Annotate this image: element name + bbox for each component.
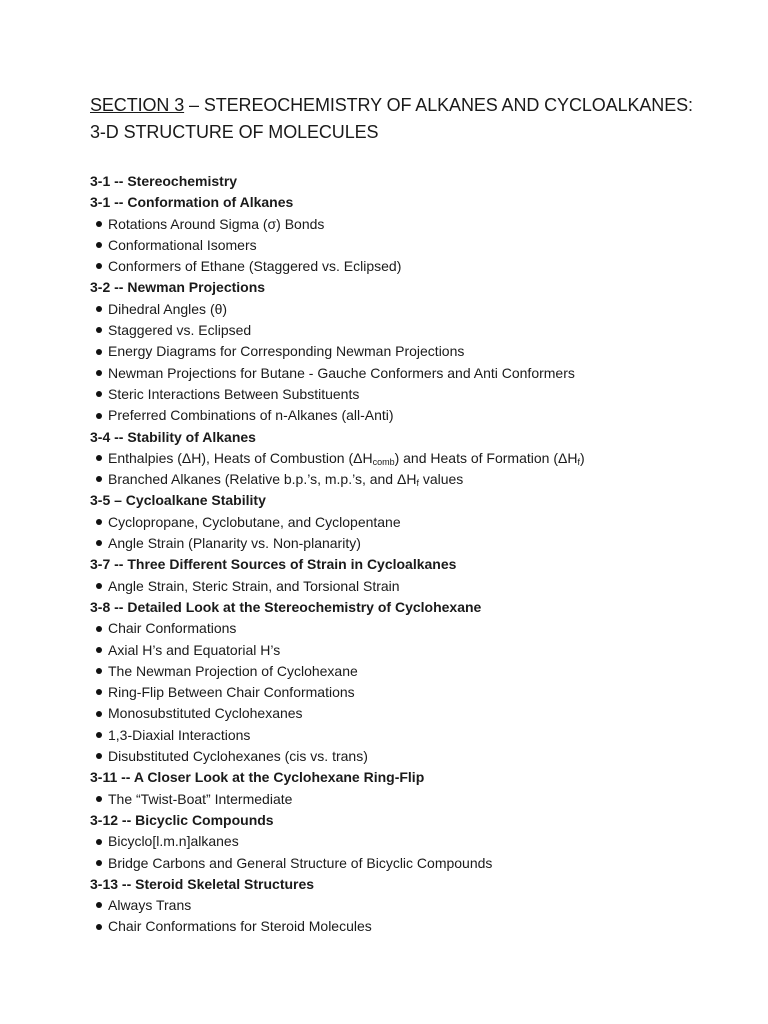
item-text: Axial H’s and Equatorial H’s	[108, 641, 281, 658]
bullet-item	[90, 235, 740, 256]
bullet-icon	[96, 370, 102, 376]
bullet-icon	[96, 668, 102, 674]
item-text: Ring-Flip Between Chair Conformations	[108, 684, 355, 701]
subscript-text: f	[416, 478, 419, 489]
bullet-icon	[96, 647, 102, 653]
bullet-item	[90, 703, 740, 724]
bullet-item	[90, 405, 740, 426]
item-text: Angle Strain, Steric Strain, and Torsional Strain	[108, 577, 400, 594]
item-text: Steric Interactions Between Substituents	[108, 385, 360, 402]
bullet-item	[90, 256, 740, 277]
bullet-item	[90, 320, 740, 341]
bullet-item	[90, 299, 740, 320]
document-title	[90, 92, 740, 146]
bullet-icon	[96, 689, 102, 695]
bullet-item	[90, 384, 740, 405]
bullet-item	[90, 895, 740, 916]
section-heading: 3-1 -- Conformation of Alkanes	[90, 194, 294, 211]
bullet-icon	[96, 583, 102, 589]
item-text: Conformers of Ethane (Staggered vs. Eclipsed)	[108, 258, 402, 275]
bullet-item	[90, 789, 740, 810]
bullet-item	[90, 916, 740, 937]
subscript-text: f	[577, 456, 580, 467]
section-heading: 3-5 – Cycloalkane Stability	[90, 492, 266, 509]
bullet-item	[90, 512, 740, 533]
bullet-item	[90, 640, 740, 661]
bullet-icon	[96, 455, 102, 461]
item-text: Newman Projections for Butane - Gauche Conformers and Anti Conformers	[108, 364, 575, 381]
bullet-icon	[96, 924, 102, 930]
bullet-icon	[96, 732, 102, 738]
bullet-item	[90, 448, 740, 469]
bullet-icon	[96, 626, 102, 632]
bullet-item	[90, 661, 740, 682]
item-text: ) and Heats of Formation (ΔH	[394, 449, 578, 466]
item-text: Chair Conformations for Steroid Molecules	[108, 918, 372, 935]
item-text: The “Twist-Boat” Intermediate	[108, 790, 293, 807]
bullet-item	[90, 682, 740, 703]
bullet-item	[90, 831, 740, 852]
section-heading: 3-13 -- Steroid Skeletal Structures	[90, 875, 315, 892]
bullet-item	[90, 725, 740, 746]
item-text: Staggered vs. Eclipsed	[108, 322, 252, 339]
bullet-icon	[96, 327, 102, 333]
bullet-item	[90, 341, 740, 362]
bullet-icon	[96, 221, 102, 227]
item-text: Preferred Combinations of n-Alkanes (all-Anti)	[108, 407, 394, 424]
item-text: Chair Conformations	[108, 620, 237, 637]
bullet-icon	[96, 902, 102, 908]
document-page	[90, 92, 740, 938]
bullet-icon	[96, 391, 102, 397]
item-text: Energy Diagrams for Corresponding Newman Projections	[108, 343, 465, 360]
section-heading: 3-4 -- Stability of Alkanes	[90, 428, 256, 445]
bullet-icon	[96, 413, 102, 419]
bullet-icon	[96, 796, 102, 802]
bullet-icon	[96, 263, 102, 269]
section-label: SECTION 3	[90, 95, 185, 115]
item-text: Angle Strain (Planarity vs. Non-planarity)	[108, 535, 361, 552]
bullet-item	[90, 363, 740, 384]
bullet-icon	[96, 349, 102, 355]
topic-outline	[90, 171, 740, 938]
section-heading: 3-12 -- Bicyclic Compounds	[90, 811, 274, 828]
title-line-1: – STEREOCHEMISTRY OF ALKANES AND CYCLOALKANES:	[184, 95, 693, 115]
item-text: Dihedral Angles (θ)	[108, 300, 228, 317]
subscript-text: comb	[372, 456, 395, 467]
section-heading: 3-1 -- Stereochemistry	[90, 173, 238, 189]
bullet-item	[90, 214, 740, 235]
item-text: values	[418, 471, 464, 488]
bullet-item	[90, 576, 740, 597]
item-text: Disubstituted Cyclohexanes (cis vs. trans)	[108, 748, 368, 765]
item-text: Always Trans	[108, 897, 192, 914]
item-text: 1,3-Diaxial Interactions	[108, 726, 251, 743]
section-heading: 3-2 -- Newman Projections	[90, 279, 266, 296]
item-text: Rotations Around Sigma (σ) Bonds	[108, 215, 325, 232]
item-text: )	[579, 449, 585, 466]
bullet-item	[90, 853, 740, 874]
item-text: Monosubstituted Cyclohexanes	[108, 705, 303, 722]
bullet-icon	[96, 753, 102, 759]
bullet-item	[90, 618, 740, 639]
section-heading: 3-7 -- Three Different Sources of Strain in Cycloalkanes	[90, 556, 457, 573]
item-text: Bicyclo[l.m.n]alkanes	[108, 833, 239, 850]
item-text: Branched Alkanes (Relative b.p.’s, m.p.’s, and ΔH	[108, 471, 417, 488]
item-text: Bridge Carbons and General Structure of Bicyclic Compounds	[108, 854, 493, 871]
bullet-icon	[96, 242, 102, 248]
item-text: Enthalpies (ΔH), Heats of Combustion (ΔH	[108, 449, 373, 466]
item-text: Cyclopropane, Cyclobutane, and Cyclopentane	[108, 513, 401, 530]
bullet-icon	[96, 519, 102, 525]
bullet-item	[90, 469, 740, 490]
title-line-2: 3-D STRUCTURE OF MOLECULES	[90, 122, 379, 142]
bullet-icon	[96, 540, 102, 546]
bullet-icon	[96, 839, 102, 845]
item-text: The Newman Projection of Cyclohexane	[108, 662, 358, 679]
item-text: Conformational Isomers	[108, 236, 257, 253]
bullet-icon	[96, 476, 102, 482]
bullet-item	[90, 746, 740, 767]
section-heading: 3-11 -- A Closer Look at the Cyclohexane Ring-Flip	[90, 769, 425, 786]
bullet-icon	[96, 860, 102, 866]
bullet-item	[90, 533, 740, 554]
bullet-icon	[96, 711, 102, 717]
section-heading: 3-8 -- Detailed Look at the Stereochemistry of Cyclohexane	[90, 598, 482, 615]
bullet-icon	[96, 306, 102, 312]
